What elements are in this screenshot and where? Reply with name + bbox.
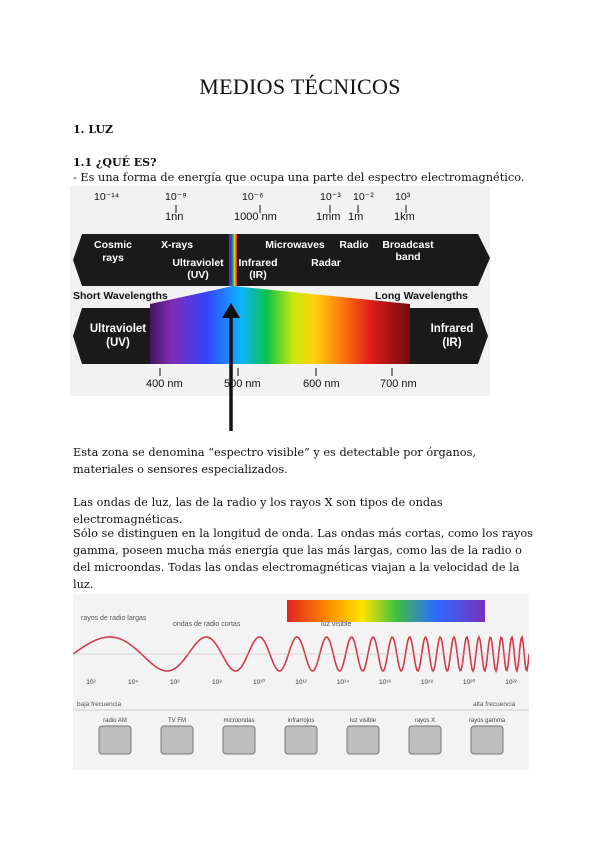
svg-text:Radar: Radar	[311, 257, 341, 269]
svg-text:rays: rays	[102, 252, 124, 264]
svg-text:Radio: Radio	[339, 239, 369, 251]
paragraph-2: Las ondas de luz, las de la radio y los rayos X son tipos de ondas electromagnéticas.	[73, 496, 443, 526]
frequency-diagram	[73, 594, 529, 770]
subsection-heading: 1.1 ¿QUÉ ES?	[73, 156, 157, 169]
top-label-2: ondas de radio cortas	[173, 621, 241, 628]
frequency-tick-label: 10¹⁶	[378, 679, 392, 686]
nm-tick-600: 600 nm	[303, 378, 340, 390]
page-title: MEDIOS TÉCNICOS	[199, 74, 401, 99]
nm-tick-400: 400 nm	[146, 378, 183, 390]
svg-text:(UV): (UV)	[187, 269, 209, 281]
svg-text:Ultraviolet: Ultraviolet	[172, 257, 224, 269]
svg-text:Microwaves: Microwaves	[265, 239, 325, 251]
device-label: infrarrojos	[287, 718, 315, 724]
device-label: TV FM	[168, 718, 186, 724]
svg-text:Infrared: Infrared	[430, 323, 474, 335]
frequency-tick-label: 10⁴	[127, 679, 139, 686]
device-icon	[347, 726, 379, 754]
top-label-1: rayos de radio largas	[81, 615, 147, 622]
device-label: luz visible	[349, 718, 377, 724]
unit-label-1: 1nn	[165, 211, 184, 223]
svg-text:Broadcast: Broadcast	[382, 239, 434, 251]
unit-label-2: 1000 nm	[234, 211, 277, 223]
visible-light-strip	[287, 600, 485, 622]
paragraph-3: Sólo se distinguen en la longitud de onda. Las ondas más cortas, como los rayos gamma, poseen mucha más energía que las más largas, como las de la radio o del microondas. Todas las ondas electromagnéticas viajan a la velocidad de la luz.	[73, 527, 533, 591]
device-label: microondas	[223, 718, 255, 724]
svg-text:(IR): (IR)	[442, 337, 462, 349]
device-icon	[409, 726, 441, 754]
svg-text:(IR): (IR)	[249, 269, 267, 281]
svg-text:Cosmic: Cosmic	[94, 239, 132, 251]
power-label-4: 10⁻³	[320, 191, 341, 203]
device-icon	[471, 726, 503, 754]
frequency-tick-label: 10¹⁸	[420, 679, 434, 686]
unit-label-4: 1m	[348, 211, 364, 223]
frequency-figure	[73, 594, 529, 770]
power-label-1: 10⁻¹⁴	[94, 191, 120, 203]
frequency-tick-label: 10⁸	[212, 679, 222, 686]
nm-tick-700: 700 nm	[380, 378, 417, 390]
unit-label-5: 1km	[394, 211, 415, 223]
spectrum-diagram	[70, 186, 490, 446]
definition-text: - Es una forma de energía que ocupa una parte del espectro electromagnético.	[73, 171, 525, 184]
paragraph-1: Esta zona se denomina “espectro visible” y es detectable por órganos, materiales o sensores especializados.	[73, 446, 476, 476]
spectrum-figure	[70, 186, 490, 396]
svg-text:X-rays: X-rays	[160, 239, 194, 251]
frequency-tick-label: 10¹⁴	[336, 679, 350, 686]
frequency-tick-label: 10⁶	[170, 679, 180, 686]
nm-tick-500: 500 nm	[224, 378, 261, 390]
frequency-tick-label: 10²⁰	[462, 679, 476, 686]
svg-text:Ultraviolet: Ultraviolet	[89, 323, 147, 335]
svg-text:Infrared: Infrared	[238, 257, 278, 269]
power-label-5: 10⁻²	[353, 191, 374, 203]
frequency-tick-label: 10¹²	[295, 679, 307, 686]
device-label: rayos X	[414, 718, 436, 724]
frequency-tick-label: 10²	[86, 679, 96, 686]
frequency-tick-label: 10¹⁰	[252, 679, 266, 686]
device-icon	[99, 726, 131, 754]
device-icon	[285, 726, 317, 754]
low-frequency-label: baja frecuencia	[77, 701, 122, 708]
long-wavelengths-label: Long Wavelengths	[375, 290, 468, 302]
high-frequency-label: alta frecuencia	[473, 701, 516, 708]
svg-text:band: band	[395, 251, 421, 263]
device-label: radio AM	[103, 718, 127, 724]
device-icon	[161, 726, 193, 754]
top-label-3: luz visible	[321, 621, 352, 628]
frequency-tick-label: 10²²	[505, 679, 517, 686]
power-label-3: 10⁻⁶	[242, 191, 264, 203]
svg-text:(UV): (UV)	[106, 337, 130, 349]
unit-label-3: 1mm	[316, 211, 341, 223]
short-wavelengths-label: Short Wavelengths	[73, 290, 168, 302]
device-label: rayos gamma	[468, 718, 506, 724]
power-label-6: 10³	[395, 191, 411, 203]
section-heading: 1. LUZ	[73, 123, 114, 136]
device-icon	[223, 726, 255, 754]
power-label-2: 10⁻⁹	[165, 191, 187, 203]
